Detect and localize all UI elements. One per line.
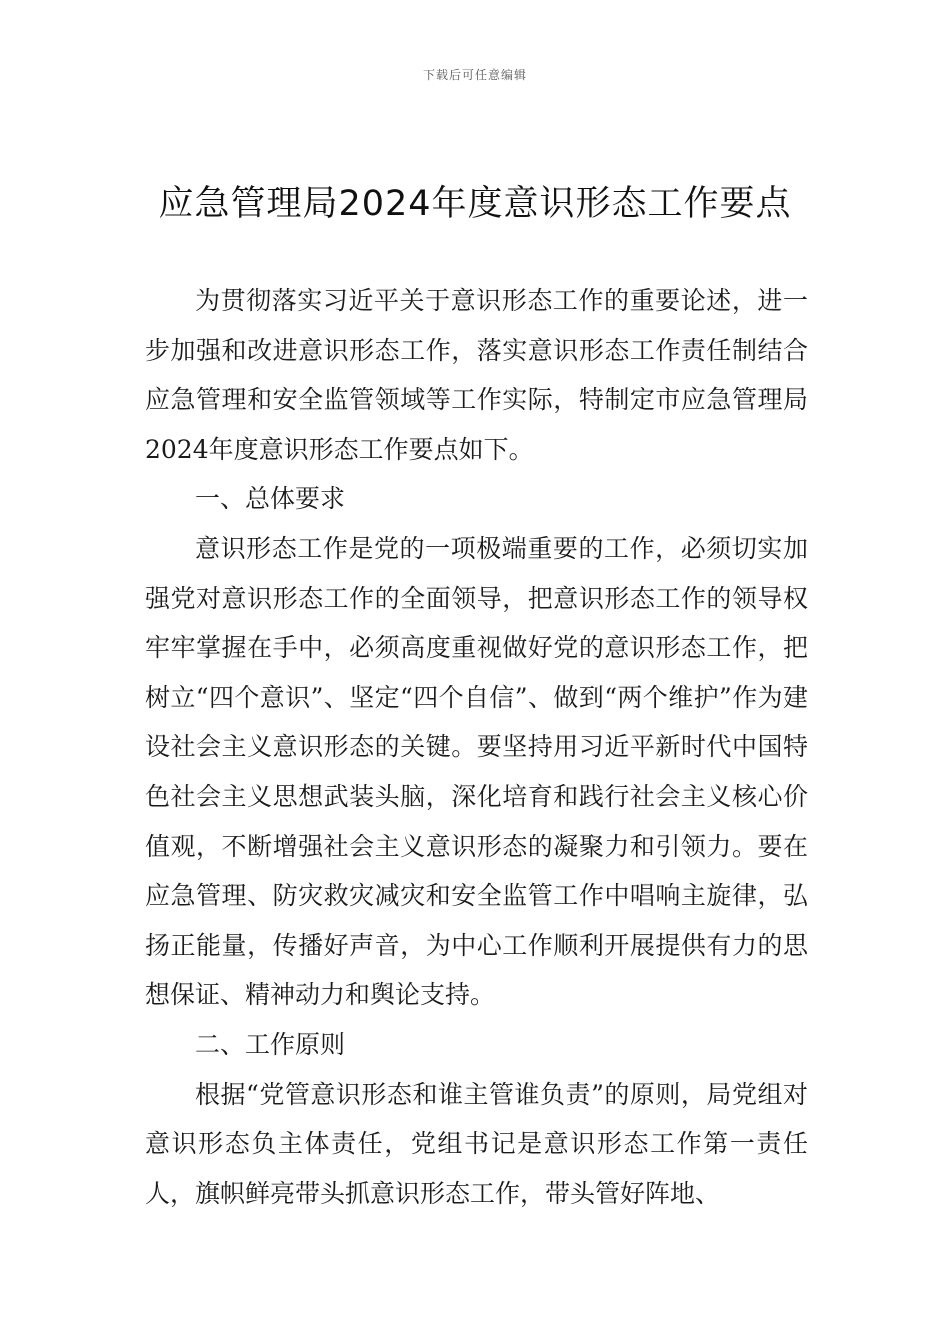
document-title: 应急管理局2024年度意识形态工作要点 [158, 184, 792, 224]
section-paragraph-work-principles: 根据“党管意识形态和谁主管谁负责”的原则，局党组对意识形态负主体责任，党组书记是意识形态工作第一责任人，旗帜鲜亮带头抓意识形态工作，带头管好阵地、 [145, 1079, 808, 1208]
document-body [145, 276, 808, 1218]
header-note: 下载后可任意编辑 [422, 68, 527, 82]
section-heading-general-requirements: 一、总体要求 [195, 484, 346, 514]
section-heading-work-principles: 二、工作原则 [195, 1029, 346, 1059]
intro-paragraph: 为贯彻落实习近平关于意识形态工作的重要论述，进一步加强和改进意识形态工作，落实意识形态工作责任制结合应急管理和安全监管领域等工作实际，特制定市应急管理局2024年度意识形态工作要点如下。 [145, 286, 808, 464]
section-paragraph-general-requirements: 意识形态工作是党的一项极端重要的工作，必须切实加强党对意识形态工作的全面领导，把意识形态工作的领导权牢牢掌握在手中，必须高度重视做好党的意识形态工作，把树立“四个意识”、坚定“四个自信”、做到“两个维护”作为建设社会主义意识形态的关键。要坚持用习近平新时代中国特色社会主义思想武装头脑，深化培育和践行社会主义核心价值观，不断增强社会主义意识形态的凝聚力和引领力。要在应急管理、防灾救灾减灾和安全监管工作中唱响主旋律，弘扬正能量，传播好声音，为中心工作顺利开展提供有力的思想保证、精神动力和舆论支持。 [145, 533, 808, 1010]
